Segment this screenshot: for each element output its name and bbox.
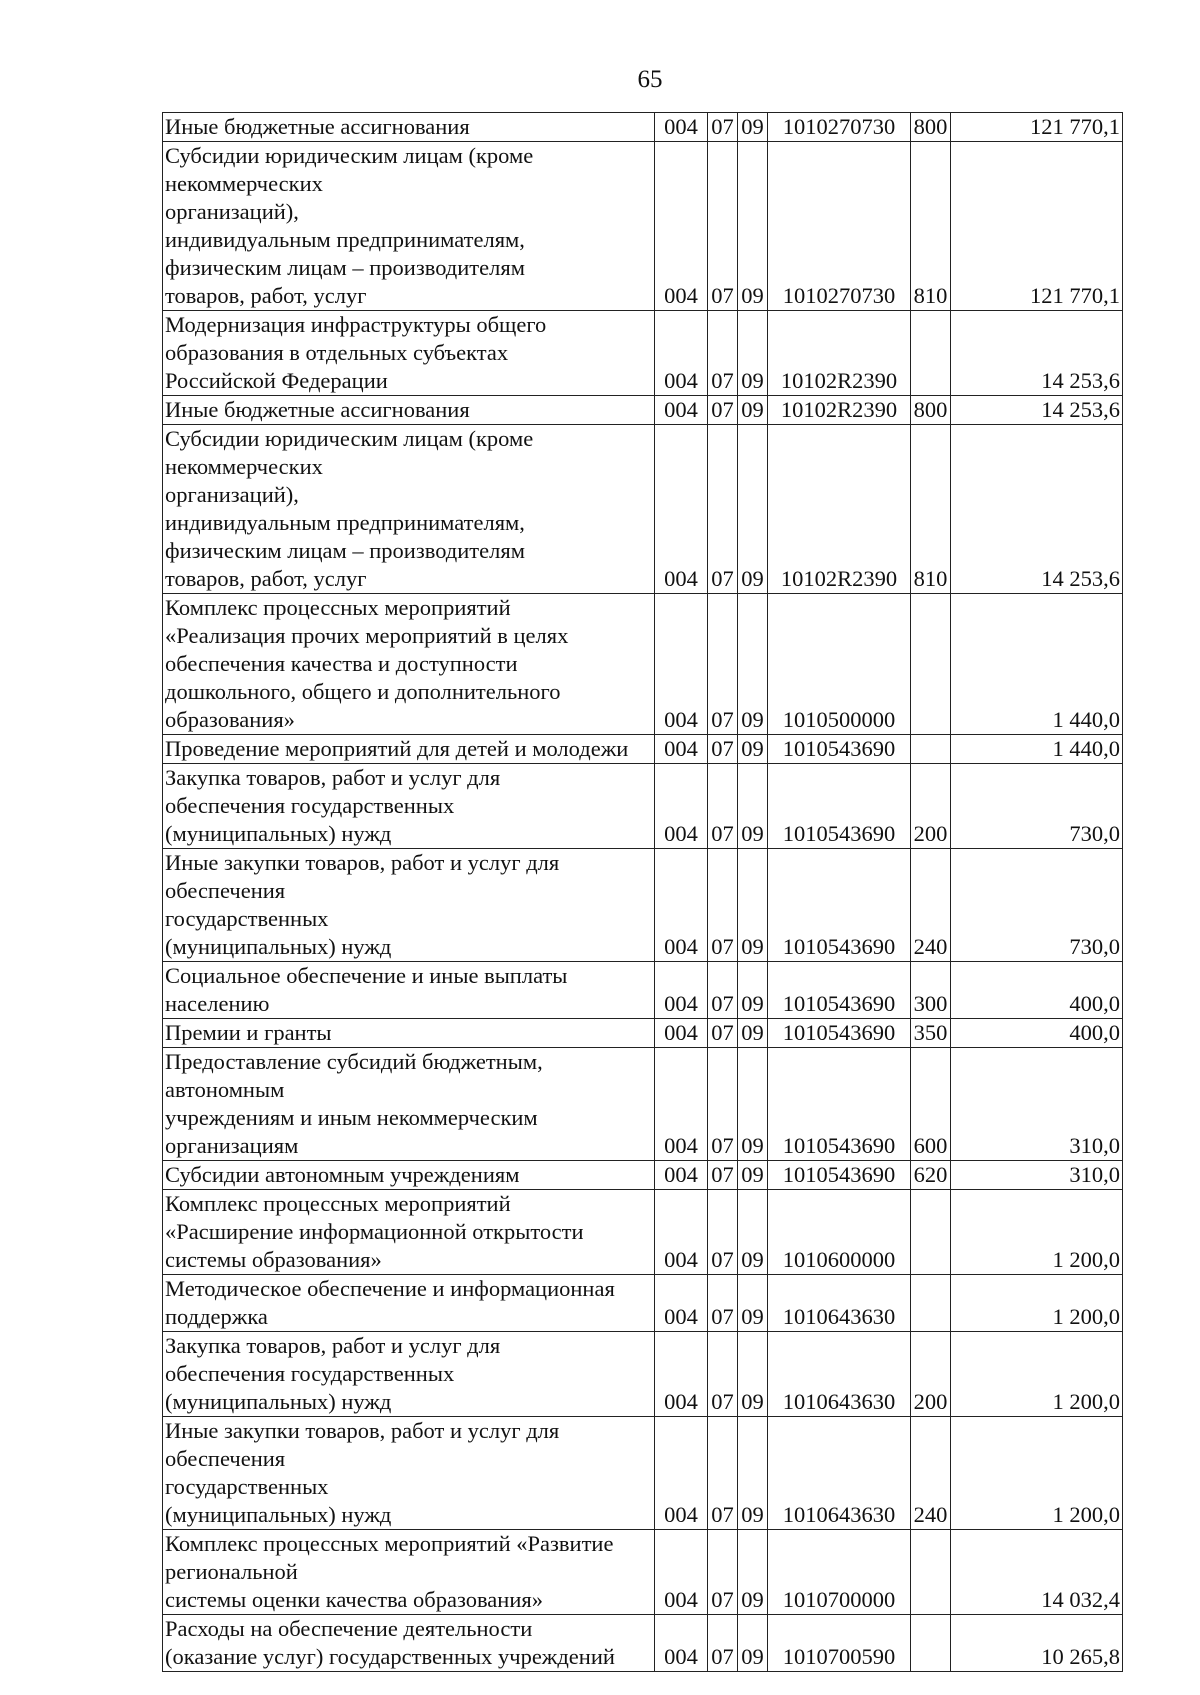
section-code: 07 [708,1019,738,1048]
expense-type-code [911,1530,951,1615]
subsection-code: 09 [738,735,768,764]
expense-name: Премии и гранты [163,1019,655,1048]
expense-type-code: 810 [911,142,951,311]
target-article-code: 1010270730 [768,113,911,142]
section-code: 07 [708,1530,738,1615]
ministry-code: 004 [655,1615,708,1672]
subsection-code: 09 [738,1190,768,1275]
expense-type-code: 620 [911,1161,951,1190]
amount: 400,0 [951,962,1123,1019]
budget-table [162,112,1123,1672]
expense-name: Иные закупки товаров, работ и услуг для обеспечения государственных (муниципальных) нужд [163,1417,655,1530]
ministry-code: 004 [655,311,708,396]
amount: 1 440,0 [951,594,1123,735]
amount: 14 253,6 [951,425,1123,594]
table-row [163,849,1123,962]
expense-name: Иные бюджетные ассигнования [163,396,655,425]
table-row [163,764,1123,849]
expense-name: Закупка товаров, работ и услуг для обеспечения государственных (муниципальных) нужд [163,1332,655,1417]
expense-type-code: 800 [911,396,951,425]
amount: 310,0 [951,1048,1123,1161]
amount: 14 032,4 [951,1530,1123,1615]
section-code: 07 [708,849,738,962]
expense-name: Субсидии автономным учреждениям [163,1161,655,1190]
amount: 730,0 [951,849,1123,962]
ministry-code: 004 [655,1190,708,1275]
section-code: 07 [708,396,738,425]
page-number: 65 [637,66,663,93]
ministry-code: 004 [655,425,708,594]
section-code: 07 [708,1615,738,1672]
target-article-code: 10102R2390 [768,311,911,396]
table-row [163,735,1123,764]
target-article-code: 1010543690 [768,1161,911,1190]
subsection-code: 09 [738,849,768,962]
ministry-code: 004 [655,1275,708,1332]
target-article-code: 1010700000 [768,1530,911,1615]
expense-name: Расходы на обеспечение деятельности (оказание услуг) государственных учреждений [163,1615,655,1672]
expense-type-code: 350 [911,1019,951,1048]
amount: 400,0 [951,1019,1123,1048]
subsection-code: 09 [738,1615,768,1672]
expense-type-code: 200 [911,764,951,849]
section-code: 07 [708,1275,738,1332]
expense-type-code: 800 [911,113,951,142]
section-code: 07 [708,1190,738,1275]
expense-type-code [911,594,951,735]
section-code: 07 [708,1417,738,1530]
ministry-code: 004 [655,594,708,735]
subsection-code: 09 [738,1019,768,1048]
ministry-code: 004 [655,1161,708,1190]
expense-name: Субсидии юридическим лицам (кроме некоммерческих организаций), индивидуальным предпринимателям, физическим лицам – производителям товаров, работ, услуг [163,142,655,311]
ministry-code: 004 [655,1417,708,1530]
table-row [163,1417,1123,1530]
subsection-code: 09 [738,1417,768,1530]
subsection-code: 09 [738,113,768,142]
ministry-code: 004 [655,735,708,764]
subsection-code: 09 [738,311,768,396]
table-row [163,1161,1123,1190]
target-article-code: 1010643630 [768,1417,911,1530]
table-row [163,1332,1123,1417]
expense-type-code [911,1275,951,1332]
table-row [163,113,1123,142]
target-article-code: 1010543690 [768,764,911,849]
expense-type-code: 600 [911,1048,951,1161]
section-code: 07 [708,594,738,735]
ministry-code: 004 [655,396,708,425]
section-code: 07 [708,1048,738,1161]
subsection-code: 09 [738,425,768,594]
target-article-code: 1010600000 [768,1190,911,1275]
target-article-code: 1010543690 [768,1019,911,1048]
expense-name: Закупка товаров, работ и услуг для обеспечения государственных (муниципальных) нужд [163,764,655,849]
table-row [163,425,1123,594]
expense-type-code: 300 [911,962,951,1019]
subsection-code: 09 [738,764,768,849]
expense-type-code [911,735,951,764]
section-code: 07 [708,764,738,849]
target-article-code: 1010543690 [768,962,911,1019]
amount: 1 200,0 [951,1332,1123,1417]
table-row [163,1048,1123,1161]
ministry-code: 004 [655,1019,708,1048]
amount: 1 440,0 [951,735,1123,764]
subsection-code: 09 [738,1048,768,1161]
table-row [163,396,1123,425]
target-article-code: 1010700590 [768,1615,911,1672]
ministry-code: 004 [655,764,708,849]
section-code: 07 [708,113,738,142]
subsection-code: 09 [738,1161,768,1190]
expense-name: Модернизация инфраструктуры общего образования в отдельных субъектах Российской Федерации [163,311,655,396]
expense-name: Социальное обеспечение и иные выплаты населению [163,962,655,1019]
section-code: 07 [708,1332,738,1417]
expense-name: Иные закупки товаров, работ и услуг для обеспечения государственных (муниципальных) нужд [163,849,655,962]
expense-name: Комплекс процессных мероприятий «Реализация прочих мероприятий в целях обеспечения качества и доступности дошкольного, общего и дополнительного образования» [163,594,655,735]
table-row [163,1615,1123,1672]
subsection-code: 09 [738,962,768,1019]
expense-type-code [911,1615,951,1672]
amount: 10 265,8 [951,1615,1123,1672]
section-code: 07 [708,962,738,1019]
expense-type-code: 240 [911,1417,951,1530]
amount: 14 253,6 [951,396,1123,425]
section-code: 07 [708,142,738,311]
ministry-code: 004 [655,113,708,142]
section-code: 07 [708,1161,738,1190]
table-row [163,962,1123,1019]
amount: 1 200,0 [951,1417,1123,1530]
table-row [163,142,1123,311]
expense-name: Проведение мероприятий для детей и молодежи [163,735,655,764]
target-article-code: 1010270730 [768,142,911,311]
table-row [163,1019,1123,1048]
expense-name: Методическое обеспечение и информационная поддержка [163,1275,655,1332]
section-code: 07 [708,425,738,594]
subsection-code: 09 [738,1530,768,1615]
target-article-code: 1010543690 [768,735,911,764]
amount: 310,0 [951,1161,1123,1190]
amount: 121 770,1 [951,113,1123,142]
subsection-code: 09 [738,1275,768,1332]
amount: 14 253,6 [951,311,1123,396]
target-article-code: 1010643630 [768,1332,911,1417]
table-row [163,1275,1123,1332]
ministry-code: 004 [655,1332,708,1417]
table-row [163,1190,1123,1275]
expense-name: Предоставление субсидий бюджетным, автономным учреждениям и иным некоммерческим организациям [163,1048,655,1161]
amount: 730,0 [951,764,1123,849]
target-article-code: 10102R2390 [768,396,911,425]
target-article-code: 1010500000 [768,594,911,735]
target-article-code: 10102R2390 [768,425,911,594]
table-body [163,113,1123,1672]
expense-name: Комплекс процессных мероприятий «Расширение информационной открытости системы образования» [163,1190,655,1275]
expense-type-code: 810 [911,425,951,594]
table-row [163,594,1123,735]
amount: 121 770,1 [951,142,1123,311]
amount: 1 200,0 [951,1275,1123,1332]
ministry-code: 004 [655,142,708,311]
subsection-code: 09 [738,396,768,425]
expense-name: Комплекс процессных мероприятий «Развитие региональной системы оценки качества образования» [163,1530,655,1615]
table-row [163,1530,1123,1615]
ministry-code: 004 [655,849,708,962]
expense-type-code [911,311,951,396]
expense-type-code [911,1190,951,1275]
section-code: 07 [708,735,738,764]
expense-type-code: 240 [911,849,951,962]
amount: 1 200,0 [951,1190,1123,1275]
target-article-code: 1010643630 [768,1275,911,1332]
expense-name: Иные бюджетные ассигнования [163,113,655,142]
ministry-code: 004 [655,962,708,1019]
expense-name: Субсидии юридическим лицам (кроме некоммерческих организаций), индивидуальным предпринимателям, физическим лицам – производителям товаров, работ, услуг [163,425,655,594]
expense-type-code: 200 [911,1332,951,1417]
section-code: 07 [708,311,738,396]
ministry-code: 004 [655,1530,708,1615]
subsection-code: 09 [738,594,768,735]
subsection-code: 09 [738,1332,768,1417]
subsection-code: 09 [738,142,768,311]
ministry-code: 004 [655,1048,708,1161]
target-article-code: 1010543690 [768,1048,911,1161]
table-row [163,311,1123,396]
target-article-code: 1010543690 [768,849,911,962]
